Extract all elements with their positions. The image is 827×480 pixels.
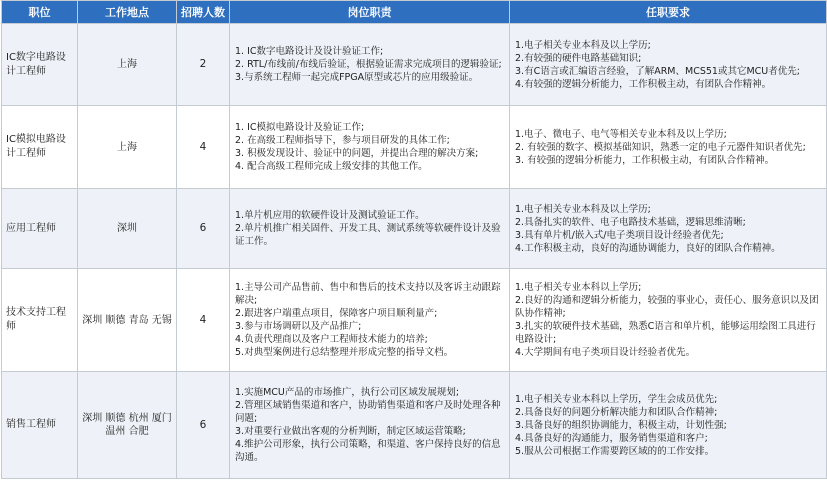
position-cell: 应用工程师 [2,189,78,269]
duty-item: 2.管理区域销售渠道和客户，协助销售渠道和客户及时处理各种问题; [235,400,501,424]
table-row [2,24,827,106]
requirement-item: 1.电子相关专业本科及以上学历; [515,39,651,51]
location-item: 上海 [117,59,137,70]
location-item: 深圳 [117,223,137,234]
location-cell [78,106,177,189]
requirement-item: 4.有较强的逻辑分析能力，工作积极主动，有团队合作精神。 [515,78,772,90]
location-item: 合肥 [128,426,149,437]
duty-item: 3.参与市场调研以及产品推广; [235,321,362,332]
table-header-row [2,1,827,24]
requirements-cell [510,189,827,269]
header-duties: 岗位职责 [230,1,510,24]
requirements-cell [510,106,827,189]
requirement-item: 1.电子相关专业本科以上学历; [515,282,642,293]
headcount-cell: 4 [177,106,230,189]
requirement-item: 4.大学期间有电子类项目设计经验者优先。 [515,347,696,358]
duty-item: 2. RTL/布线前/布线后验证，根据验证需求完成项目的逻辑验证; [235,59,502,70]
location-cell [78,269,177,372]
table-row [2,372,827,479]
requirement-item: 2.有较强的硬件电路基础知识; [515,52,642,64]
requirement-item: 2. 有较强的数字、模拟基础知识，熟悉一定的电子元器件知识者优先; [515,141,806,153]
requirement-item: 4.具备良好的沟通能力，服务销售渠道和客户; [515,432,708,444]
table-row [2,106,827,189]
location-item: 厦门 [151,413,172,424]
location-item: 温州 [105,426,126,437]
duty-item: 1. IC数字电路设计及设计验证工作; [235,46,384,57]
duty-item: 2.单片机推广相关固件、开发工具、测试系统等软硬件设计及验证工作。 [235,223,501,247]
header-requirements: 任职要求 [510,1,827,24]
requirement-item: 3.具备良好的组织协调能力，积极主动，计划性强; [515,419,727,431]
requirement-item: 1.电子相关专业本科以上学历，学生会成员优先; [515,393,718,405]
duties-cell [230,372,510,479]
duty-item: 1.实施MCU产品的市场推广，执行公司区域发展规划; [235,387,460,398]
headcount-cell: 6 [177,189,230,269]
requirements-cell [510,372,827,479]
requirement-item: 4.工作积极主动，良好的沟通协调能力，良好的团队合作精神。 [515,242,781,254]
requirement-item: 1.电子相关专业本科及以上学历; [515,203,651,215]
requirement-item: 2.具备良好的问题分析解决能力和团队合作精神; [515,406,718,418]
requirement-item: 2.具备扎实的软件、电子电路技术基础，逻辑思维清晰; [515,216,746,228]
job-table [1,0,827,479]
headcount-cell: 2 [177,24,230,106]
location-item: 无锡 [151,314,172,326]
headcount-cell: 6 [177,372,230,479]
requirement-item: 2.良好的沟通和逻辑分析能力，较强的事业心，责任心、服务意识以及团队协作精神; [515,295,819,319]
duties-cell [230,24,510,106]
requirement-item: 3.有C语言或汇编语言经验，了解ARM、MCS51或其它MCU者优先; [515,65,800,77]
requirements-cell [510,24,827,106]
duty-item: 3.对重要行业做出客观的分析判断，制定区域运营策略; [235,426,466,437]
requirement-item: 1.电子、微电子、电气等相关专业本科及以上学历; [515,128,727,140]
duties-cell [230,269,510,372]
position-cell: IC数字电路设计工程师 [2,24,78,106]
headcount-cell: 4 [177,269,230,372]
requirement-item: 3.扎实的软硬件技术基础，熟悉C语言和单片机，能够运用绘图工具进行电路设计; [515,321,816,345]
location-cell [78,372,177,479]
duties-cell [230,189,510,269]
location-item: 青岛 [128,314,149,326]
duty-item: 2. 在高级工程师指导下，参与项目研发的具体工作; [235,135,450,146]
duty-item: 1.主导公司产品售前、售中和售后的技术支持以及客诉主动跟踪解决; [235,282,501,306]
requirement-item: 3.具有单片机/嵌入式/电子类项目设计经验者优先; [515,229,724,241]
duty-item: 1. IC模拟电路设计及验证工作; [235,122,365,133]
duty-item: 4.维护公司形象，执行公司策略，和渠道、客户保持良好的信息沟通。 [235,439,501,463]
requirement-item: 3. 有较强的逻辑分析能力，工作积极主动，有团队合作精神。 [515,154,775,166]
duty-item: 4.负责代理商以及客户工程师技术能力的培养; [235,334,428,345]
duty-item: 3. 积极发现设计、验证中的问题，并提出合理的解决方案; [235,148,479,159]
requirements-cell [510,269,827,372]
location-item: 深圳 [82,413,103,424]
location-item: 顺德 [105,314,126,326]
position-cell: IC模拟电路设计工程师 [2,106,78,189]
requirement-item: 5.服从公司根据工作需要跨区域的的工作安排。 [515,445,715,457]
location-item: 杭州 [128,413,149,424]
table-row [2,269,827,372]
duty-item: 1.单片机应用的软硬件设计及测试验证工作。 [235,210,425,221]
location-item: 深圳 [82,314,103,326]
position-cell: 技术支持工程师 [2,269,78,372]
duties-cell [230,106,510,189]
header-location: 工作地点 [78,1,177,24]
duty-item: 4. 配合高级工程师完成上级安排的其他工作。 [235,161,428,172]
location-item: 顺德 [105,413,126,424]
duty-item: 3.与系统工程师一起完成FPGA原型或芯片的应用级验证。 [235,72,479,83]
duty-item: 2.跟进客户端重点项目，保障客户项目顺利量产; [235,308,438,319]
position-cell: 销售工程师 [2,372,78,479]
header-headcount: 招聘人数 [177,1,230,24]
location-cell [78,189,177,269]
duty-item: 5.对典型案例进行总结整理并形成完整的指导文档。 [235,347,454,358]
location-cell [78,24,177,106]
table-row [2,189,827,269]
location-item: 上海 [117,141,137,153]
header-position: 职位 [2,1,78,24]
